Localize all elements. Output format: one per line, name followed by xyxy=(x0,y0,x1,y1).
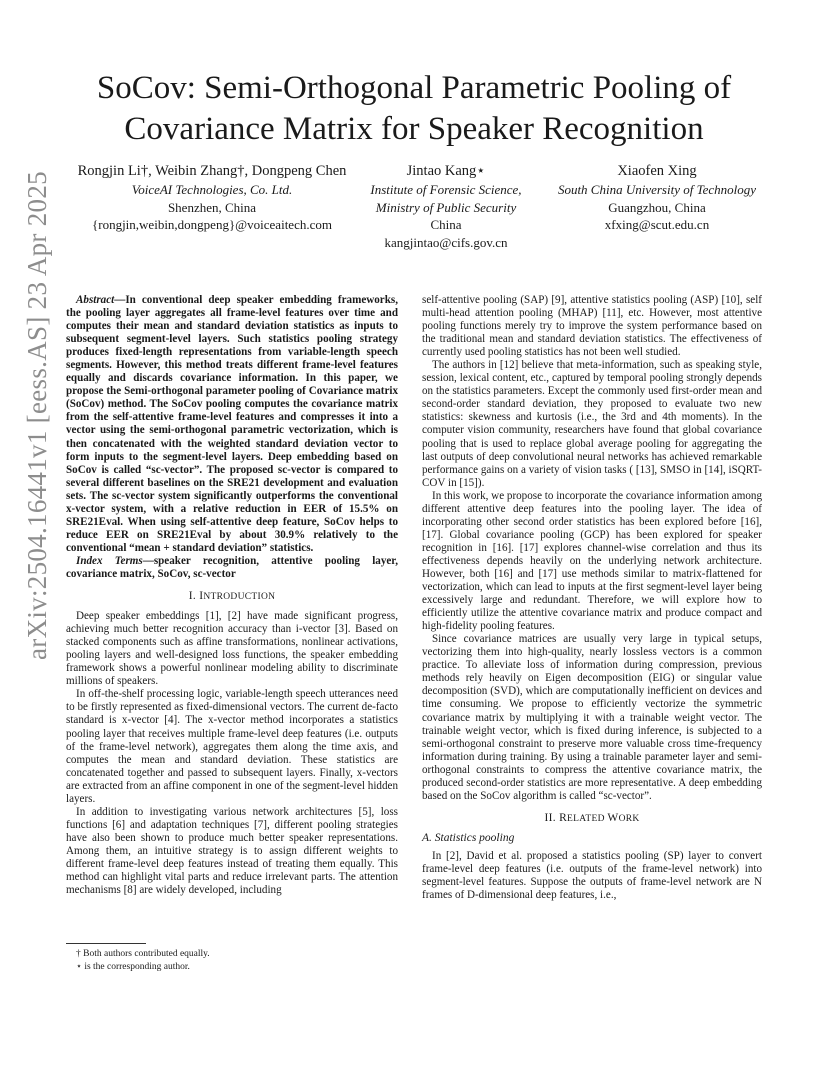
author-block-1 xyxy=(62,162,362,234)
index-terms-label: Index Terms xyxy=(76,554,143,567)
section-heading-introduction: I. INTRODUCTION xyxy=(188,590,276,603)
author-block-2 xyxy=(356,162,536,251)
abstract xyxy=(66,294,398,555)
paper-title xyxy=(60,68,768,150)
intro-paragraph-1: Deep speaker embeddings [1], [2] have made significant progress, achieving much better recognition accuracy than i-vector [3]. Based on stacked components such as affine transformations, nonlinear activations, pooling layers and well-designed loss functions, the speaker embedding framework shows a powerful nonlinear modeling ability to discriminate millions of speakers. xyxy=(66,610,398,688)
author-email: kangjintao@cifs.gov.cn xyxy=(384,234,508,250)
index-terms xyxy=(66,555,398,581)
author-names: Rongjin Li†, Weibin Zhang†, Dongpeng Chen xyxy=(77,163,347,179)
author-affiliation: South China University of Technology xyxy=(557,182,757,197)
arxiv-identifier: arXiv:2504.16441v1 [eess.AS] 23 Apr 2025 xyxy=(22,171,52,660)
left-column xyxy=(66,294,398,897)
author-email: {rongjin,weibin,dongpeng}@voiceaitech.com xyxy=(92,217,332,232)
title-line-1: SoCov: Semi-Orthogonal Parametric Pooling of xyxy=(96,70,732,106)
right-paragraph-2: The authors in [12] believe that meta-information, such as speaking style, session, lexical content, etc., captured by temporal pooling strongly depends on the statistics parameters. Except the commonly used first-order mean and second-order standard deviation, they proposed to evaluate two new statistics: skewness and kurtosis (i.e., the 3rd and 4th moments). In the computer vision community, researchers have found that global covariance pooling that is used to replace global average pooling for aggregating the last outputs of deep convolutional neural networks has achieved remarkable performance gains on a variety of vision tasks ( [13], SMSO in [14], iSQRT-COV in [15]). xyxy=(422,359,762,489)
author-affiliation-2: Ministry of Public Security xyxy=(375,199,517,215)
right-paragraph-5: In [2], David et al. proposed a statistics pooling (SP) layer to convert frame-level deep features (i.e. outputs of the frame-level network) into segment-level features. Suppose the outputs of frame-level network are N frames of D-dimensional deep features, i.e., xyxy=(422,849,762,902)
footnotes xyxy=(66,943,398,973)
intro-paragraph-3: In addition to investigating various network architectures [5], loss functions [6] and adaptation techniques [7], different pooling strategies have also been shown to produce much better speaker representations. Among them, an intuitive strategy is to assign different weights to different frame-level deep features instead of treating them equally. This method can highlight vital parts and reduce irrelevant parts. The attention mechanisms [8] are widely developed, including xyxy=(66,805,398,897)
author-location: Guangzhou, China xyxy=(608,199,706,215)
author-location: Shenzhen, China xyxy=(167,199,257,215)
author-email: xfxing@scut.edu.cn xyxy=(604,217,710,232)
author-names: Xiaofen Xing xyxy=(617,163,697,179)
author-affiliation: Institute of Forensic Science, xyxy=(370,182,522,197)
abstract-label: Abstract xyxy=(76,294,115,306)
footnote-2: ⋆ is the corresponding author. xyxy=(76,961,190,972)
section-heading-related-work: II. RELATED WORK xyxy=(544,811,640,824)
footnote-1: † Both authors contributed equally. xyxy=(76,949,210,959)
index-terms-text: —speaker recognition, attentive pooling layer, covariance matrix, SoCov, sc-vector xyxy=(66,554,398,580)
right-paragraph-4: Since covariance matrices are usually very large in typical setups, vectorizing them into high-quality, nearly lossless vectors is a common practice. To alleviate loss of information during compression, previous methods rely heavily on Eigen decomposition (EIG) or singular value decomposition (SVD), which are computationally inefficient on devices and time consuming. We propose to efficiently vectorize the symmetric covariance matrix by multiplying it with a trainable weight vector. The trainable weight vector, which is fixed during inference, is subjected to a semi-orthogonal constraint to preserve more valuable cross time-frequency information during training. By using a trainable parameter layer and semi-orthogonal constraints to compress the attentive covariance matrix, the produced second-order statistics are more representative. A deep embedding based on the SoCov algorithm is called “sc-vector”. xyxy=(422,633,762,802)
right-column xyxy=(422,294,762,902)
author-block-3 xyxy=(532,162,782,234)
title-line-2: Covariance Matrix for Speaker Recognition xyxy=(124,111,704,147)
intro-paragraph-2: In off-the-shelf processing logic, variable-length speech utterances need to be firstly represented as fixed-dimensional vectors. The current de-facto standard is x-vector [4]. The x-vector method incorporates a statistics pooling layer that receives multiple frame-level deep features (i.e. outputs of the frame-level network), aggregates them along the time axis, and computes the mean and standard deviation. These statistics are concatenated together and passed to subsequent layers. Finally, x-vectors are extracted from an affine component in one of the segment-level hidden layers. xyxy=(66,688,398,805)
author-location: China xyxy=(430,217,462,232)
right-paragraph-1: self-attentive pooling (SAP) [9], attentive statistics pooling (ASP) [10], self multi-head attention pooling (MHAP) [11], etc. However, most attentive pooling functions merely try to improve the system performance based on the traditional mean and standard deviation statistics. The effectiveness of currently used pooling statistics has not been well studied. xyxy=(422,294,762,359)
author-names: Jintao Kang⋆ xyxy=(406,163,486,179)
author-affiliation: VoiceAI Technologies, Co. Ltd. xyxy=(131,182,293,197)
right-paragraph-3: In this work, we propose to incorporate the covariance information among different attentive deep features into the pooling layer. The idea of incorporating other second order statistics has been explored before [16], [17]. Global covariance pooling (GCP) has been explored for speaker recognition in [16]. [17] explores channel-wise correlation and thus its effectiveness depends heavily on the underlying network architecture. However, both [16] and [17] use methods similar to matrix-flattened for vectorization, which can lead to inputs at the first segment-level layer being excessively large and redundant. Therefore, we will explore how to efficiently utilize the attentive covariance matrix and produce compact and high-fidelity pooling features. xyxy=(422,489,762,633)
footnote-rule xyxy=(66,943,146,944)
abstract-text: —In conventional deep speaker embedding frameworks, the pooling layer aggregates all frame-level features over time and computes their mean and standard deviation statistics as inputs to subsequent segment-level layers. Such statistics pooling strategy produces fixed-length representations from variable-length speech segments. However, this method treats different frame-level features equally and discards covariance information. In this paper, we propose the Semi-orthogonal parameter pooling of Covariance matrix (SoCov) method. The SoCov pooling computes the covariance matrix from the self-attentive frame-level features and compresses it into a vector using the semi-orthogonal parametric vectorization, which is then concatenated with the weighted standard deviation vector to form inputs to the segment-level layers. Deep embedding based on SoCov is called “sc-vector”. The proposed sc-vector is compared to several different baselines on the SRE21 development and evaluation sets. The sc-vector system significantly outperforms the conventional x-vector system, with a relative reduction in EER of 15.5% on SRE21Eval. When using self-attentive deep feature, SoCov helps to reduce EER on SRE21Eval by about 30.9% relatively to the conventional “mean + standard deviation” statistics. xyxy=(66,294,398,554)
subsection-heading-statistics-pooling: A. Statistics pooling xyxy=(422,831,515,844)
